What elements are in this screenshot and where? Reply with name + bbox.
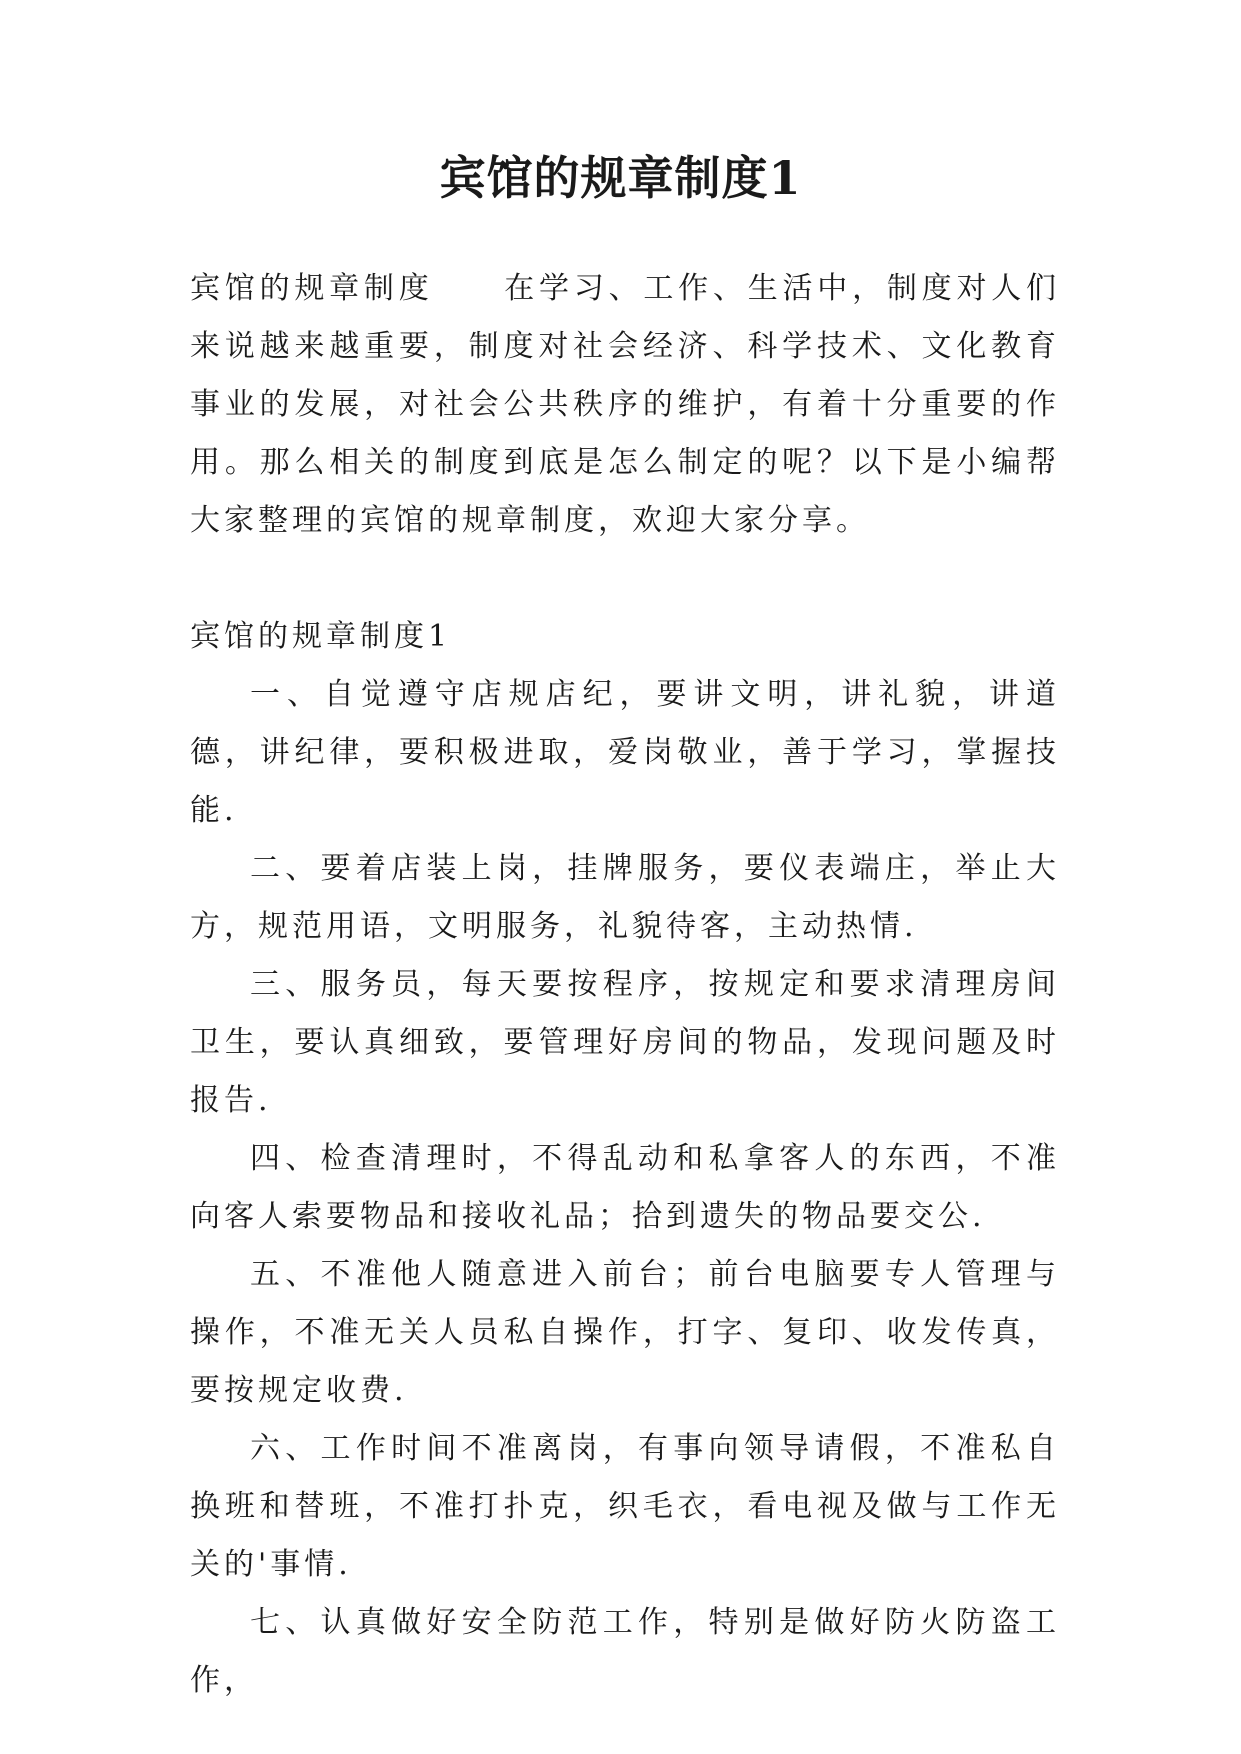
rule-item-1: 一、自觉遵守店规店纪，要讲文明，讲礼貌，讲道德，讲纪律，要积极进取，爱岗敬业，善于学习，掌握技能.: [190, 677, 1060, 828]
document-title: 宾馆的规章制度1: [439, 151, 802, 205]
rule-item-6: 六、工作时间不准离岗，有事向领导请假，不准私自换班和替班，不准打扑克，织毛衣，看电视及做与工作无关的'事情.: [190, 1431, 1060, 1582]
intro-lead: 宾馆的规章制度: [190, 271, 434, 306]
intro-paragraph: [190, 260, 1060, 550]
intro-body: 在学习、工作、生活中，制度对人们来说越来越重要，制度对社会经济、科学技术、文化教育事业的发展，对社会公共秩序的维护，有着十分重要的作用。那么相关的制度到底是怎么制定的呢？以下是小编帮大家整理的宾馆的规章制度，欢迎大家分享。: [190, 271, 1061, 538]
document-body: [190, 260, 1060, 1710]
rule-item-2: 二、要着店装上岗，挂牌服务，要仪表端庄，举止大方，规范用语，文明服务，礼貌待客，主动热情.: [190, 851, 1060, 944]
rule-item-4: 四、检查清理时，不得乱动和私拿客人的东西，不准向客人索要物品和接收礼品；拾到遗失的物品要交公.: [190, 1141, 1060, 1234]
rule-item-5: 五、不准他人随意进入前台；前台电脑要专人管理与操作，不准无关人员私自操作，打字、复印、收发传真，要按规定收费.: [190, 1257, 1060, 1408]
section-title: 宾馆的规章制度1: [190, 619, 452, 654]
rule-item-7: 七、认真做好安全防范工作，特别是做好防火防盗工作，: [190, 1605, 1060, 1698]
rule-item-3: 三、服务员，每天要按程序，按规定和要求清理房间卫生，要认真细致，要管理好房间的物品，发现问题及时报告.: [190, 967, 1060, 1118]
